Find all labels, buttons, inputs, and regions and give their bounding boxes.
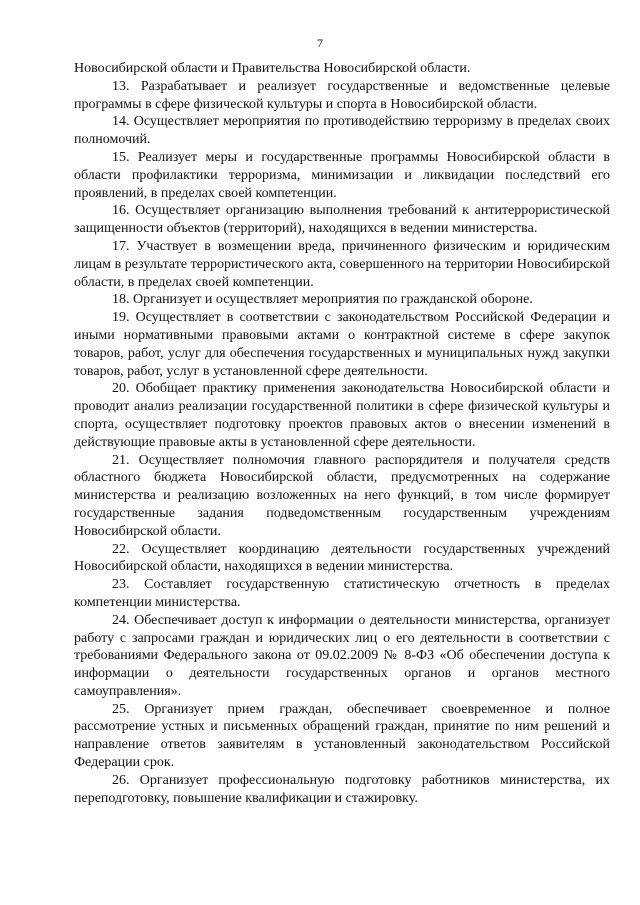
paragraph-20: 20. Обобщает практику применения законодательства Новосибирской области и проводит анализ реализации государственной политики в сфере физической культуры и спорта, осуществляет подготовку проектов правовых актов о внесении изменений в действующие правовые акты в установленной сфере деятельности. [74, 381, 610, 450]
paragraph-21: 21. Осуществляет полномочия главного распорядителя и получателя средств областного бюджета Новосибирской области, предусмотренных на содержание министерства и реализацию возложенных на него функций, в том числе формирует государственные задания подведомственным государственным учреждениям Новосибирской области. [74, 452, 610, 539]
document-body [74, 60, 610, 807]
page-number: 7 [317, 36, 323, 50]
paragraph-16: 16. Осуществляет организацию выполнения требований к антитеррористической защищенности объектов (территорий), находящихся в ведении министерства. [74, 203, 610, 237]
paragraph-26: 26. Организует профессиональную подготовку работников министерства, их переподготовку, повышение квалификации и стажировку. [74, 772, 610, 806]
paragraph-25: 25. Организует прием граждан, обеспечивает своевременное и полное рассмотрение устных и письменных обращений граждан, принятие по ним решений и направление ответов заявителям в установленный законодательством Российской Федерации срок. [74, 701, 610, 771]
paragraph-24: 24. Обеспечивает доступ к информации о деятельности министерства, организует работу с запросами граждан и юридических лиц о его деятельности в соответствии с требованиями Федерального закона от 09.02.2009 № 8-ФЗ «Об обеспечении доступа к информации о деятельности государственных органов и органов местного самоуправления». [74, 612, 610, 699]
paragraph-continuation: Новосибирской области и Правительства Новосибирской области. [74, 61, 471, 76]
paragraph-13: 13. Разрабатывает и реализует государственные и ведомственные целевые программы в сфере физической культуры и спорта в Новосибирской области. [74, 78, 610, 112]
paragraph-22: 22. Осуществляет координацию деятельности государственных учреждений Новосибирской области, находящихся в ведении министерства. [74, 541, 610, 575]
paragraph-19: 19. Осуществляет в соответствии с законодательством Российской Федерации и иными нормативными правовыми актами о контрактной системе в сфере закупок товаров, работ, услуг для обеспечения государственных и муниципальных нужд закупки товаров, работ, услуг в установленной сфере деятельности. [74, 310, 610, 379]
paragraph-15: 15. Реализует меры и государственные программы Новосибирской области в области профилактики терроризма, минимизации и ликвидации последствий его проявлений, в пределах своей компетенции. [74, 149, 610, 201]
paragraph-23: 23. Составляет государственную статистическую отчетность в пределах компетенции министерства. [74, 577, 610, 610]
paragraph-14: 14. Осуществляет мероприятия по противодействию терроризму в пределах своих полномочий. [74, 114, 610, 148]
paragraph-17: 17. Участвует в возмещении вреда, причиненного физическим и юридическим лицам в результате террористического акта, совершенного на территории Новосибирской области, в пределах своей компетенции. [74, 238, 610, 290]
paragraph-18: 18. Организует и осуществляет мероприятия по гражданской обороне. [112, 292, 533, 308]
